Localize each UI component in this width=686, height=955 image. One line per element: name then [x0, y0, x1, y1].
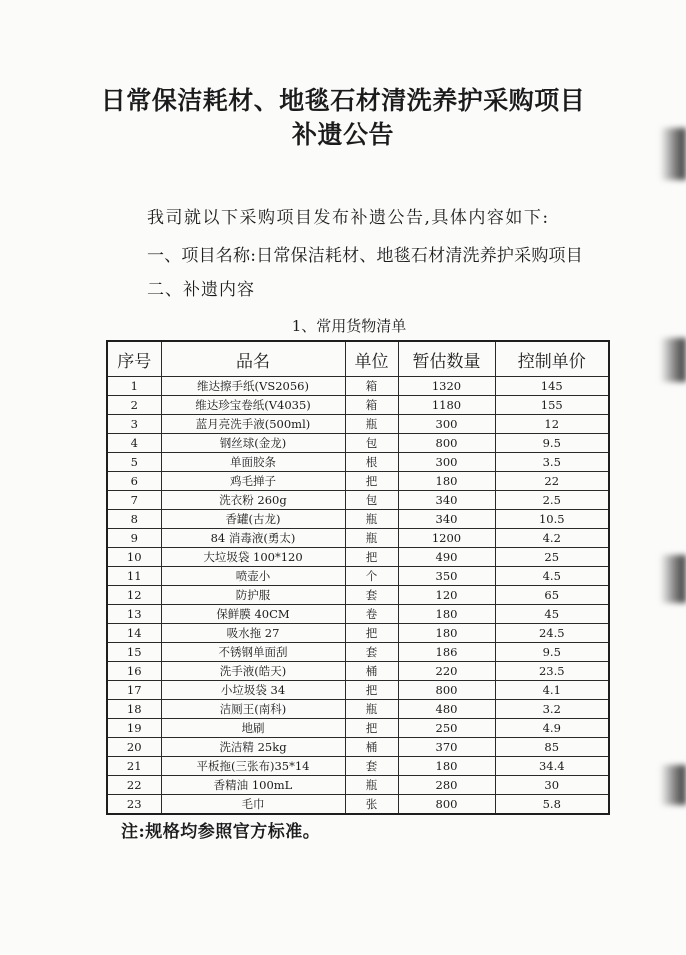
cell-index: 13	[107, 605, 161, 624]
cell-index: 14	[107, 624, 161, 643]
cell-price: 30	[495, 776, 609, 795]
cell-price: 34.4	[495, 757, 609, 776]
cell-index: 9	[107, 529, 161, 548]
scan-artifact	[660, 338, 686, 382]
cell-item-name: 小垃圾袋 34	[161, 681, 345, 700]
cell-quantity: 180	[398, 472, 495, 491]
cell-index: 7	[107, 491, 161, 510]
cell-price: 3.2	[495, 700, 609, 719]
cell-quantity: 350	[398, 567, 495, 586]
header-index: 序号	[107, 341, 161, 377]
cell-price: 9.5	[495, 643, 609, 662]
cell-price: 4.2	[495, 529, 609, 548]
scan-artifact	[660, 765, 686, 805]
cell-index: 2	[107, 396, 161, 415]
intro-text: 我司就以下采购项目发布补遗公告,具体内容如下:	[147, 208, 550, 228]
page-title-line1: 日常保洁耗材、地毯石材清洗养护采购项目	[100, 86, 586, 115]
cell-price: 155	[495, 396, 609, 415]
cell-item-name: 喷壶小	[161, 567, 345, 586]
cell-unit: 把	[345, 681, 398, 700]
header-unit: 单位	[345, 341, 398, 377]
cell-unit: 瓶	[345, 700, 398, 719]
cell-unit: 套	[345, 643, 398, 662]
cell-unit: 包	[345, 434, 398, 453]
goods-table	[106, 340, 610, 815]
cell-item-name: 吸水拖 27	[161, 624, 345, 643]
table-row	[107, 510, 609, 529]
cell-item-name: 香精油 100mL	[161, 776, 345, 795]
cell-unit: 把	[345, 624, 398, 643]
table-row	[107, 624, 609, 643]
table-row	[107, 738, 609, 757]
cell-quantity: 280	[398, 776, 495, 795]
table-row	[107, 567, 609, 586]
cell-item-name: 香罐(古龙)	[161, 510, 345, 529]
cell-unit: 套	[345, 757, 398, 776]
table-row	[107, 377, 609, 396]
cell-quantity: 490	[398, 548, 495, 567]
cell-index: 15	[107, 643, 161, 662]
cell-price: 9.5	[495, 434, 609, 453]
cell-price: 45	[495, 605, 609, 624]
cell-price: 23.5	[495, 662, 609, 681]
cell-index: 23	[107, 795, 161, 815]
cell-index: 16	[107, 662, 161, 681]
table-row	[107, 434, 609, 453]
cell-unit: 把	[345, 472, 398, 491]
cell-item-name: 蓝月亮洗手液(500ml)	[161, 415, 345, 434]
cell-unit: 瓶	[345, 529, 398, 548]
scan-artifact	[660, 555, 686, 603]
cell-index: 21	[107, 757, 161, 776]
cell-quantity: 800	[398, 681, 495, 700]
cell-item-name: 洗衣粉 260g	[161, 491, 345, 510]
header-item-name: 品名	[161, 341, 345, 377]
cell-quantity: 340	[398, 491, 495, 510]
cell-quantity: 220	[398, 662, 495, 681]
cell-unit: 箱	[345, 396, 398, 415]
header-est-quantity: 暂估数量	[398, 341, 495, 377]
table-row	[107, 529, 609, 548]
table-row	[107, 700, 609, 719]
table-caption: 1、常用货物清单	[291, 317, 407, 335]
cell-quantity: 180	[398, 624, 495, 643]
cell-price: 145	[495, 377, 609, 396]
cell-price: 2.5	[495, 491, 609, 510]
cell-item-name: 大垃圾袋 100*120	[161, 548, 345, 567]
cell-index: 8	[107, 510, 161, 529]
cell-quantity: 800	[398, 434, 495, 453]
cell-quantity: 370	[398, 738, 495, 757]
cell-price: 5.8	[495, 795, 609, 815]
cell-price: 4.9	[495, 719, 609, 738]
cell-quantity: 120	[398, 586, 495, 605]
cell-price: 10.5	[495, 510, 609, 529]
cell-price: 85	[495, 738, 609, 757]
cell-index: 5	[107, 453, 161, 472]
table-row	[107, 719, 609, 738]
table-row	[107, 605, 609, 624]
cell-item-name: 单面胶条	[161, 453, 345, 472]
cell-quantity: 1320	[398, 377, 495, 396]
cell-item-name: 维达擦手纸(VS2056)	[161, 377, 345, 396]
cell-item-name: 毛巾	[161, 795, 345, 815]
cell-quantity: 1180	[398, 396, 495, 415]
table-row	[107, 491, 609, 510]
cell-price: 25	[495, 548, 609, 567]
cell-unit: 瓶	[345, 776, 398, 795]
table-row	[107, 662, 609, 681]
cell-item-name: 保鲜膜 40CM	[161, 605, 345, 624]
cell-index: 6	[107, 472, 161, 491]
cell-price: 3.5	[495, 453, 609, 472]
cell-quantity: 300	[398, 453, 495, 472]
cell-item-name: 84 消毒液(勇太)	[161, 529, 345, 548]
cell-index: 17	[107, 681, 161, 700]
cell-item-name: 不锈钢单面刮	[161, 643, 345, 662]
cell-index: 18	[107, 700, 161, 719]
cell-price: 65	[495, 586, 609, 605]
cell-index: 22	[107, 776, 161, 795]
cell-unit: 个	[345, 567, 398, 586]
cell-price: 4.1	[495, 681, 609, 700]
cell-index: 12	[107, 586, 161, 605]
table-row	[107, 586, 609, 605]
cell-index: 10	[107, 548, 161, 567]
cell-unit: 瓶	[345, 510, 398, 529]
cell-item-name: 平板拖(三张布)35*14	[161, 757, 345, 776]
table-row	[107, 472, 609, 491]
cell-quantity: 186	[398, 643, 495, 662]
cell-item-name: 地刷	[161, 719, 345, 738]
cell-quantity: 300	[398, 415, 495, 434]
cell-quantity: 250	[398, 719, 495, 738]
cell-unit: 桶	[345, 662, 398, 681]
cell-unit: 把	[345, 548, 398, 567]
table-row	[107, 757, 609, 776]
table-row	[107, 643, 609, 662]
cell-unit: 根	[345, 453, 398, 472]
table-row	[107, 415, 609, 434]
cell-unit: 卷	[345, 605, 398, 624]
header-unit-price: 控制单价	[495, 341, 609, 377]
table-row	[107, 795, 609, 815]
cell-price: 22	[495, 472, 609, 491]
cell-unit: 包	[345, 491, 398, 510]
cell-unit: 桶	[345, 738, 398, 757]
table-row	[107, 396, 609, 415]
cell-index: 11	[107, 567, 161, 586]
cell-quantity: 180	[398, 757, 495, 776]
cell-item-name: 洗洁精 25kg	[161, 738, 345, 757]
cell-item-name: 钢丝球(金龙)	[161, 434, 345, 453]
cell-price: 24.5	[495, 624, 609, 643]
table-header-row	[107, 341, 609, 377]
cell-quantity: 340	[398, 510, 495, 529]
cell-unit: 瓶	[345, 415, 398, 434]
section-project-name: 一、项目名称:日常保洁耗材、地毯石材清洗养护采购项目	[147, 246, 583, 266]
cell-index: 3	[107, 415, 161, 434]
section-addendum-heading: 二、补遗内容	[147, 280, 255, 300]
cell-item-name: 防护服	[161, 586, 345, 605]
cell-quantity: 800	[398, 795, 495, 815]
cell-quantity: 180	[398, 605, 495, 624]
cell-index: 4	[107, 434, 161, 453]
cell-quantity: 1200	[398, 529, 495, 548]
cell-item-name: 洁厕王(南科)	[161, 700, 345, 719]
table-row	[107, 776, 609, 795]
table-row	[107, 681, 609, 700]
cell-price: 12	[495, 415, 609, 434]
cell-item-name: 鸡毛掸子	[161, 472, 345, 491]
cell-price: 4.5	[495, 567, 609, 586]
cell-unit: 张	[345, 795, 398, 815]
cell-item-name: 洗手液(皓天)	[161, 662, 345, 681]
table-row	[107, 453, 609, 472]
footnote: 注:规格均参照官方标准。	[121, 822, 321, 842]
page-title-line2: 补遗公告	[291, 120, 394, 149]
cell-index: 20	[107, 738, 161, 757]
cell-index: 1	[107, 377, 161, 396]
cell-unit: 把	[345, 719, 398, 738]
cell-quantity: 480	[398, 700, 495, 719]
cell-item-name: 维达珍宝卷纸(V4035)	[161, 396, 345, 415]
cell-index: 19	[107, 719, 161, 738]
cell-unit: 套	[345, 586, 398, 605]
table-row	[107, 548, 609, 567]
cell-unit: 箱	[345, 377, 398, 396]
